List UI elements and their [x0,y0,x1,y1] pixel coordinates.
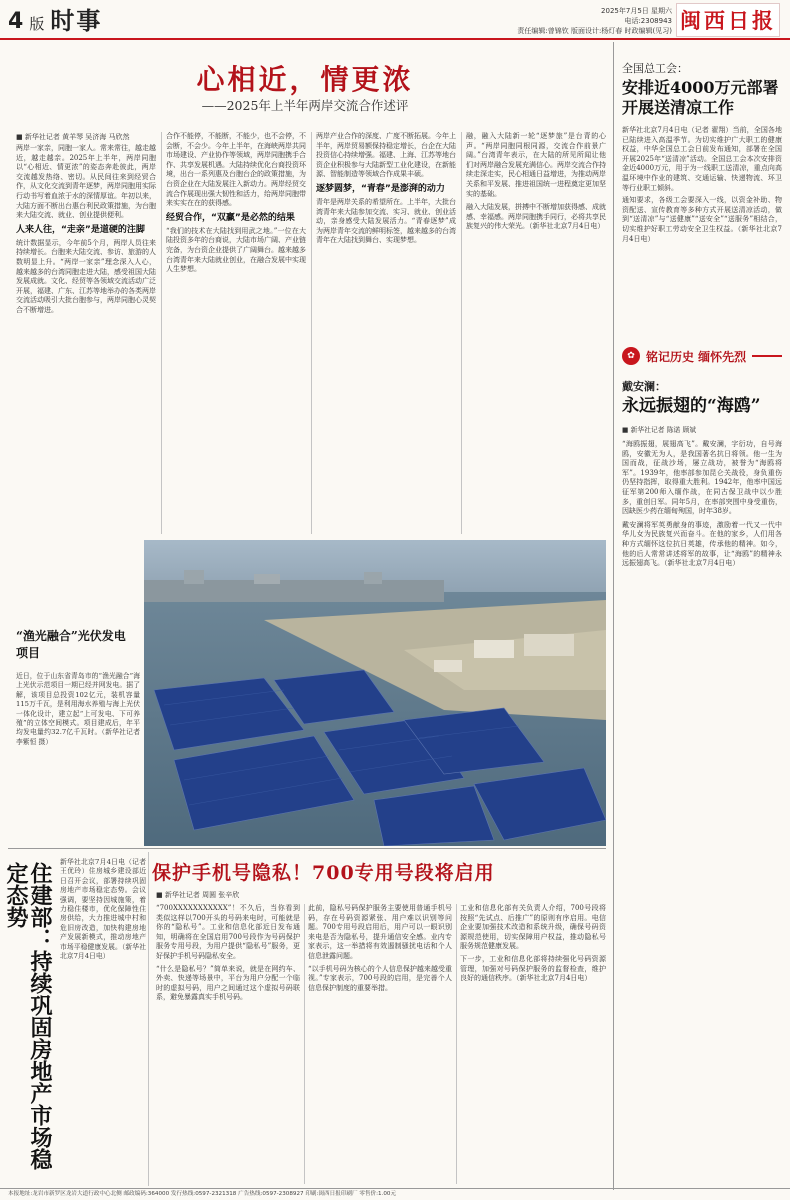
main-article-col-3 [316,132,456,534]
paragraph: 青年是两岸关系的希望所在。上半年，大批台湾青年来大陆参加交流、实习、就业、创业活动，亲身感受大陆发展活力。“青春逐梦”成为两岸青年交流的鲜明标签，越来越多的台湾青年在大陆找到舞台、实现梦想。 [316,197,456,245]
main-article-col-4 [466,132,606,534]
paragraph: 两岸产业合作的深度、广度不断拓展。今年上半年，两岸贸易额保持稳定增长，台企在大陆投资信心持续增强。福建、上海、江苏等地台资企业积极参与大陆新型工业化建设，在新能源、智能制造等领域合作成果丰硕。 [316,132,456,179]
phone-article-title: 保护手机号隐私！700专用号段将启用 [152,862,495,884]
paragraph: 融，融入大陆新一轮“逐梦旅”是台青的心声。“两岸同胞同根同源，交流合作前景广阔。”台湾青年表示，在大陆的所见所闻让他们对两岸融合发展充满信心。两岸交流合作持续走深走实，民心相通日益增进，为推动两岸关系和平发展、推进祖国统一进程奠定更加坚实的基础。 [466,132,606,198]
housing-headline: 住建部：持续巩固房地产市场稳定态势 [3,862,53,1170]
main-article-title: 心相近，情更浓 [196,63,414,96]
right-bottom-title: 永远振翅的“海鸥” [622,396,761,416]
phone-line: 电话:2308943 [624,17,672,25]
bottom-divider [8,848,606,849]
date-line: 2025年7月5日 星期六 [601,7,672,15]
paragraph: “海鸥振翅，展翅高飞”。戴安澜，字衍功，自号海鸥，安徽无为人，是我国著名抗日将领。他一生为国而战，征战沙场，屡立战功，被誉为“海鸥将军”。1939年，他率部参加昆仑关战役，身负重伤仍坚持指挥，取得重大胜利。1942年，他率中国远征军第200师入缅作战，在同古保卫战中以少胜多，重创日军。同年5月，在率部突围中身受重伤，因缺医少药在缅甸殉国，时年38岁。 [622,440,782,516]
page-label: 版 [29,15,45,33]
paragraph: “以手机号码为核心的个人信息保护越来越受重视。”专家表示，700号段的启用，是完善个人信息保护制度的重要举措。 [308,964,452,992]
housing-body: 新华社北京7月4日电（记者 王优玲）住房城乡建设部近日召开会议，部署持续巩固房地产市场稳定态势。会议强调，要坚持因城施策，着力稳住楼市，优化保障性住房供给，大力推进城中村和危旧房改造，加快构建房地产发展新模式，推动房地产市场平稳健康发展。（新华社北京7月4日电） [60,858,146,961]
page-number-block [8,6,102,34]
header-meta [517,6,672,36]
page-header [0,0,790,40]
column-divider [311,132,312,534]
phone-article-col-2 [308,904,452,1184]
right-top-title: 安排近4000万元部署开展送清凉工作 [622,78,779,117]
banner-text: 铭记历史 缅怀先烈 [646,349,747,364]
photo-caption-title: “渔光融合”光伏发电项目 [16,629,126,660]
column-divider [161,132,162,534]
section-banner [622,344,782,368]
flower-icon: ✿ [622,347,640,365]
paragraph: 合作不能停，不能断，不能少，也不会停，不会断，不会少。今年上半年，在海峡两岸共同市场建设、产业协作等领域，两岸同胞携手合作、共享发展机遇。大陆持续优化台商投资环境，出台一系列惠及台胞台企的政策措施，为台资企业在大陆发展注入新动力。两岸经贸交流合作展现出强大韧性和活力，给两岸同胞带来实实在在的获得感。 [166,132,306,208]
right-top-body [622,126,782,338]
paragraph: 工业和信息化部有关负责人介绍，700号段将按照“先试点、后推广”的原则有序启用。电信企业要加强技术改造和系统升级，确保号码资源规范使用，切实保障用户权益，推动隐私号服务规范健康发展。 [460,904,606,951]
right-bottom-kicker: 戴安澜： [622,380,666,393]
editor-line: 责任编辑:曾锦钦 版面设计:杨灯春 时政编辑(见习) [517,27,672,35]
paragraph: 融入大陆发展，拼搏中不断增加获得感、成就感、幸福感。两岸同胞携手同行，必将共享民族复兴的伟大荣光。（新华社北京7月4日电） [466,203,606,231]
paragraph: 通知要求，各级工会要深入一线，以资金补助、物资配送、宣传教育等多种方式开展送清凉活动，做到“送清凉”与“送健康”“送安全”“送服务”相结合，切实维护好职工劳动安全卫生权益。（新华社北京7月4日电） [622,196,782,243]
phone-article-col-1 [156,904,300,1184]
column-divider [148,852,149,1186]
paragraph: “700XXXXXXXXXXX”！不久后，当你看到类似这样以700开头的号码来电时，可能就是你的“隐私号”。工业和信息化部近日发布通知，明确将在全国启用700号段作为号码保护服务专用号段，为用户提供“隐私号”服务，更好保护手机号码隐私安全。 [156,904,300,960]
right-bottom-body [622,440,782,1184]
subheading: 经贸合作，“双赢”是必然的结果 [166,212,295,223]
column-divider [304,904,305,1184]
phone-article-byline: ■ 新华社记者 周圆 张辛欣 [156,891,240,899]
main-article-col-1 [16,144,156,534]
column-divider [456,904,457,1184]
paragraph: 统计数据显示，今年前5个月，两岸人员往来持续增长。台胞来大陆交流、参访、旅游的人数明显上升。“两岸一家亲”理念深入人心，越来越多的台湾同胞走进大陆，感受祖国大陆发展成就。文化、经贸等各领域交流活动广泛开展，福建、广东、江苏等地举办的各类两岸交流活动吸引大批台胞参与，两岸同胞心灵契合不断增进。 [16,238,156,314]
paragraph: 新华社北京7月4日电（记者 翟翔）当前，全国各地已陆续进入高温季节。为切实维护广大职工的健康权益，中华全国总工会日前发布通知，部署在全国开展2025年“送清凉”活动。全国总工会本次安排资金近4000万元，用于为一线职工送清凉，重点向高温环境中作业的建筑、交通运输、快递物流、环卫等行业职工倾斜。 [622,126,782,192]
banner-rule [752,355,782,357]
paragraph: “什么是隐私号？”简单来说，就是在网约车、外卖、快递等场景中，平台为用户分配一个临时的虚拟号码，用户之间通过这个虚拟号码联系，避免暴露真实手机号码。 [156,964,300,1002]
photo-caption-text: 近日，位于山东省青岛市的“渔光融合”海上光伏示范项目一期已经并网发电。据了解，该项目总投资102亿元，装机容量115万千瓦，是利用海水养殖与海上光伏一体化设计，建立起“上可发电、下可养殖”的立体空间模式。项目建成后，年平均发电量约32.7亿千瓦时。（新华社记者 李紫恒 摄） [16,672,140,746]
page-footer: 本报地址:龙岩市新罗区龙岩大道行政中心北侧 邮政编码:364000 发行热线:0597-2321318 广告热线:0597-2308927 印刷:闽西日报印刷厂 零售价:1.00元 [0,1188,790,1200]
masthead-logo [676,3,780,37]
column-divider [461,132,462,534]
main-article-subtitle: ——2025年上半年两岸交流合作述评 [201,98,409,113]
masthead-text: 闽西日报 [680,8,776,33]
main-article-col-2 [166,132,306,534]
paragraph: 下一步，工业和信息化部将持续强化号码资源管理，加强对号码保护服务的监督检查，维护良好的通信秩序。（新华社北京7月4日电） [460,954,606,983]
paragraph: “我们的技术在大陆找到用武之地。”一位在大陆投资多年的台商说，大陆市场广阔、产业链完备，为台资企业提供了广阔舞台。越来越多台湾青年来大陆就业创业，在融合发展中实现人生梦想。 [166,226,306,274]
subheading: 逐梦圆梦，“青春”是澎湃的动力 [316,183,445,194]
right-top-kicker: 全国总工会： [622,62,688,75]
subheading: 人来人往，“走亲”是道硬的注脚 [16,224,145,235]
photo-illustration [144,540,606,846]
paragraph: 戴安澜将军英勇献身的事迹，激励着一代又一代中华儿女为民族复兴而奋斗。在他的家乡，人们用各种方式缅怀这位抗日英雄，传承他的精神。如今，他的后人常常讲述将军的故事，让“海鸥”的精神永远振翅高飞。（新华社北京7月4日电） [622,520,782,568]
phone-article-col-3 [460,904,606,1184]
paragraph: 两岸一家亲，同胞一家人。常来常往，越走越近，越走越亲。2025年上半年，两岸同胞以“心相近、情更浓”的姿态奔赴彼此，两岸交流越发热络、密切。从民间往来到经贸合作，从文化交流到青年逐梦，两岸同胞用实际行动书写着血浓于水的深情厚谊。年初以来，大陆方面不断出台惠台利民政策措施，为台胞来大陆交流、就业、创业提供便利。 [16,144,156,220]
photo-solar-fishery [144,540,606,846]
section-name: 时事 [50,7,103,35]
right-bottom-byline: ■ 新华社记者 陈诺 顾斌 [622,426,697,434]
main-article-byline: ■ 新华社记者 黄羊琴 吴济海 马欣然 [16,133,130,141]
page-number: 4 [8,9,24,34]
right-column-divider [613,42,614,1190]
paragraph: 此前，隐私号码保护服务主要使用普通手机号码，存在号码资源紧张、用户难以识别等问题。700专用号段启用后，用户可以一眼识别来电是否为隐私号，提升通信安全感。业内专家表示，这一举措将有效遏制骚扰电话和个人信息泄露问题。 [308,904,452,960]
